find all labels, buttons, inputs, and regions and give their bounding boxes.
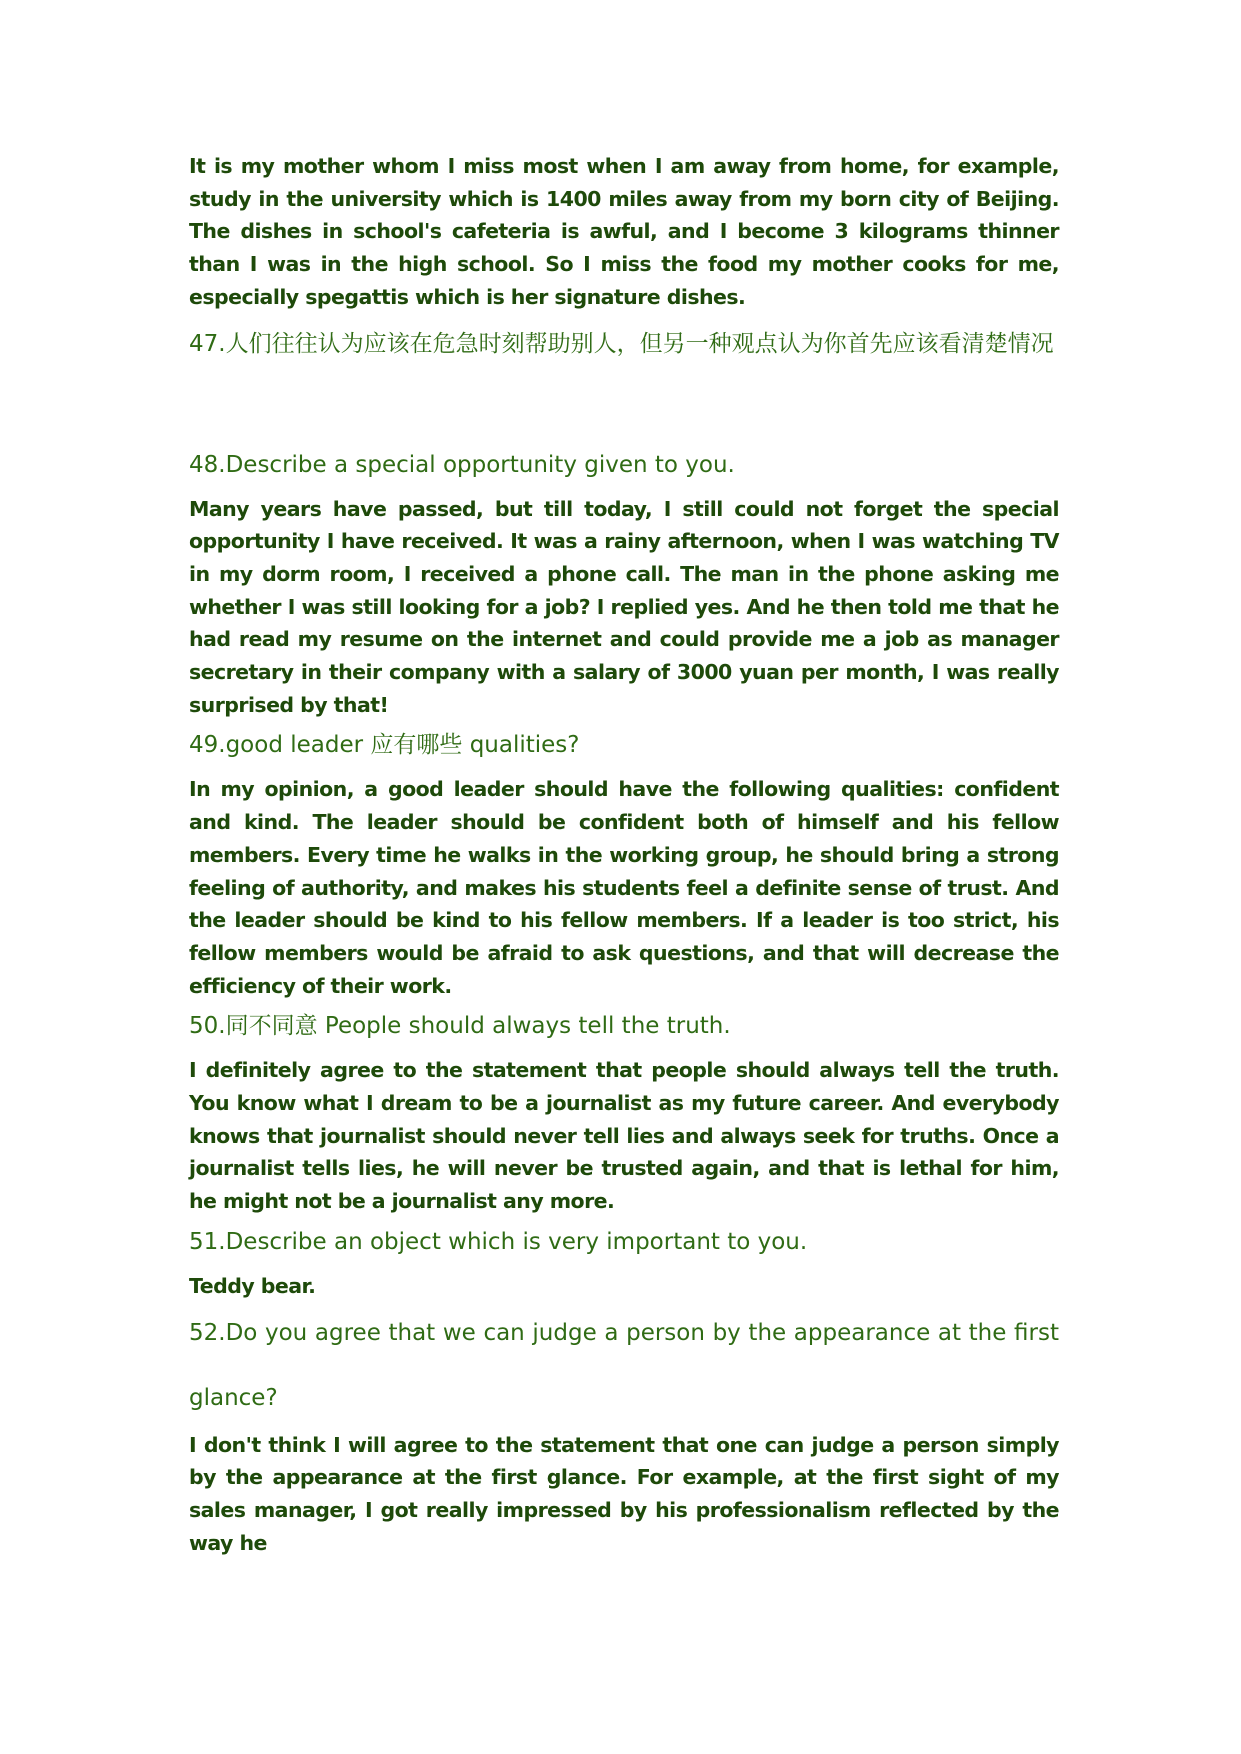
answer-49: In my opinion, a good leader should have the following qualities: confident and kind. The leader should be confident both of himself and his fellow members. Every time he walks in the working group, he should bring a strong feeling of authority, and makes his students feel a definite sense of trust. And the leader should be kind to his fellow members. If a leader is too strict, his fellow members would be afraid to ask questions, and that will decrease the efficiency of their work. (189, 777, 1059, 998)
answer-48: Many years have passed, but till today, I still could not forget the special opportunity I have received. It was a rainy afternoon, when I was watching TV in my dorm room, I received a phone call. The man in the phone asking me whether I was still looking for a job? I replied yes. And he then told me that he had read my resume on the internet and could provide me a job as manager secretary in their company with a salary of 3000 yuan per month, I was really surprised by that! (189, 496, 1059, 717)
answer-46: It is my mother whom I miss most when I am away from home, for example, study in the university which is 1400 miles away from my born city of Beijing. The dishes in school's cafeteria is awful, and I become 3 kilograms thinner than I was in the high school. So I miss the food my mother cooks for me, especially spegattis which is her signature dishes. (189, 154, 1059, 309)
question-49: 49.good leader 应有哪些 qualities? (189, 732, 580, 759)
question-48: 48.Describe a special opportunity given to you. (189, 451, 735, 478)
answer-50: I definitely agree to the statement that people should always tell the truth. You know what I dream to be a journalist as my future career. And everybody knows that journalist should never tell lies and always seek for truths. Once a journalist tells lies, he will never be trusted again, and that is lethal for him, he might not be a journalist any more. (189, 1058, 1059, 1214)
document-page (189, 150, 1059, 1567)
question-52: 52.Do you agree that we can judge a person by the appearance at the first glance? (189, 1319, 1059, 1411)
answer-47-blank (189, 375, 1059, 449)
question-50: 50.同不同意 People should always tell the truth. (189, 1013, 731, 1040)
answer-51: Teddy bear. (189, 1273, 316, 1298)
question-51: 51.Describe an object which is very important to you. (189, 1228, 808, 1255)
question-47: 47.人们往往认为应该在危急时刻帮助别人，但另一种观点认为你首先应该看清楚情况 (189, 330, 1054, 357)
answer-52: I don't think I will agree to the statement that one can judge a person simply by the appearance at the first glance. For example, at the first sight of my sales manager, I got really impressed by his professionalism reflected by the way he (189, 1432, 1059, 1555)
